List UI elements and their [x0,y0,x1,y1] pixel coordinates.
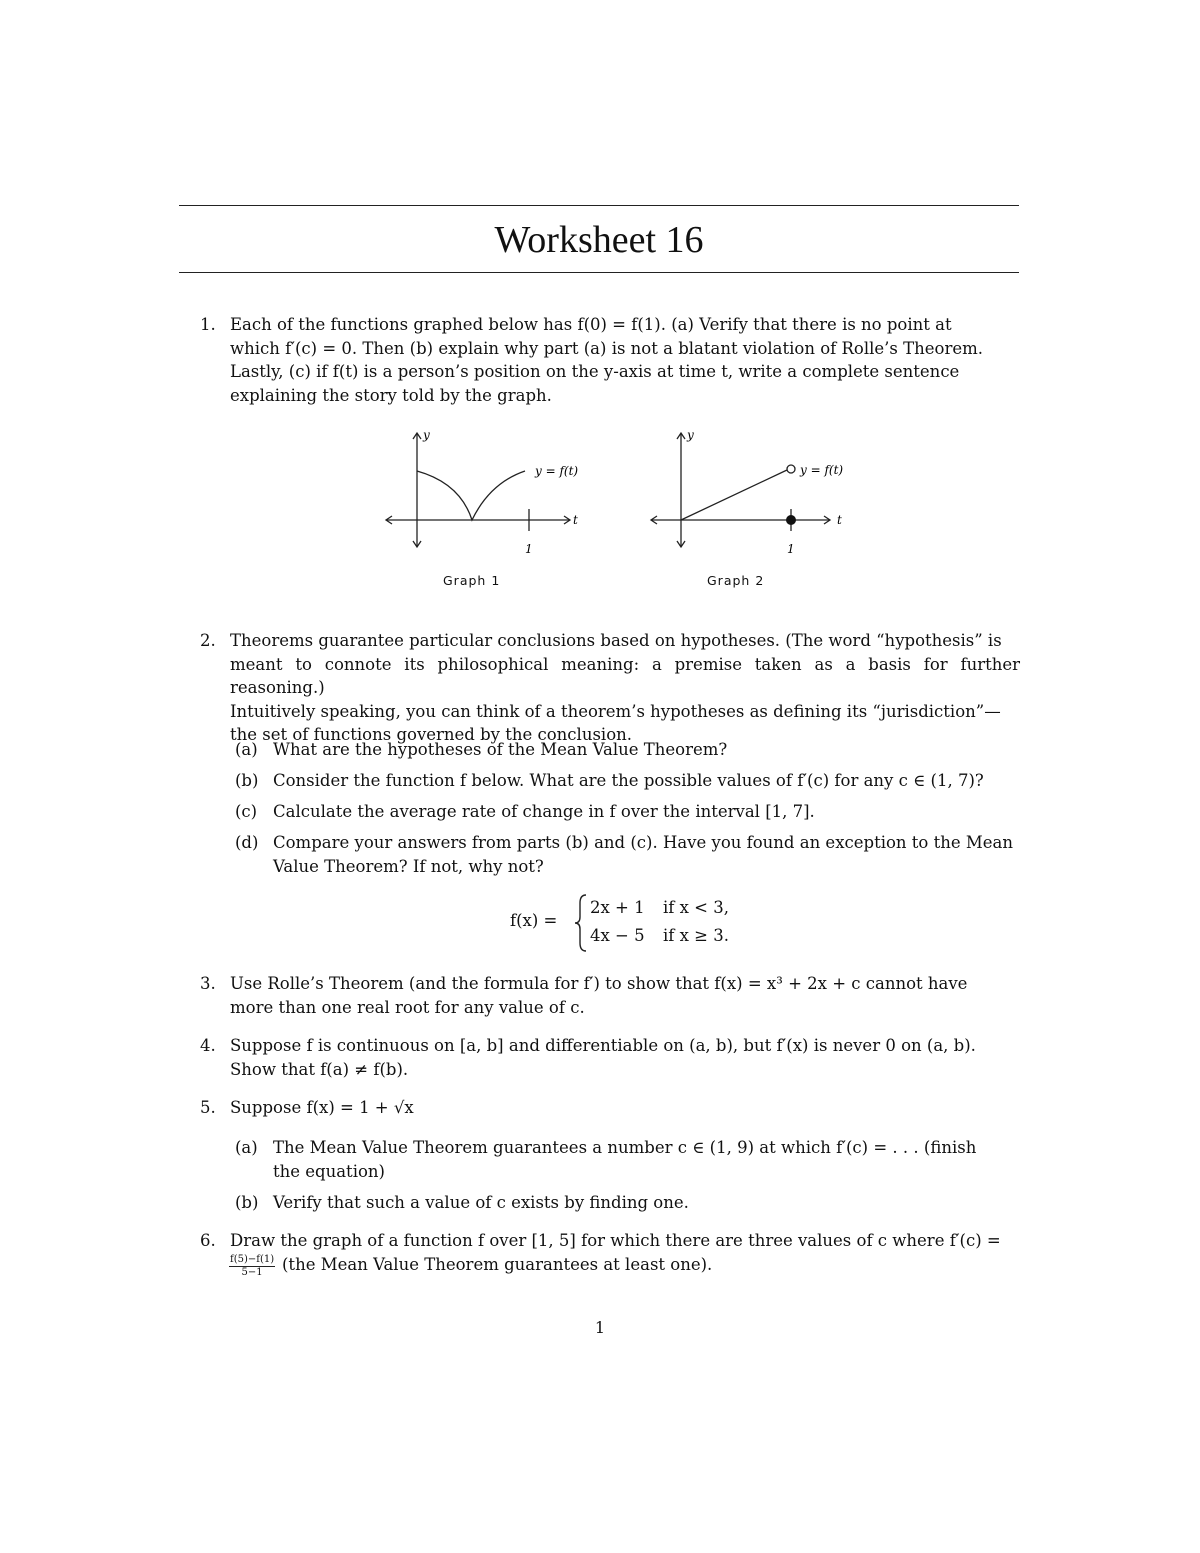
part-text: the equation) [273,1161,385,1181]
graph-1-y-label: y [423,428,430,442]
problem-3 [200,972,1020,1019]
problem-line: meant to connote its philosophical meaning: a premise taken as a basis for further reasoning.) [230,654,1020,697]
problem-line: explaining the story told by the graph. [230,385,552,405]
problem-line: Suppose f(x) = 1 + √x [230,1098,414,1117]
graph-2-curve-label: y = f(t) [800,463,844,477]
part-text: What are the hypotheses of the Mean Value Theorem? [273,740,728,759]
fraction-numerator: f(5)−f(1) [230,1254,275,1265]
graph-1 [380,425,600,565]
difference-quotient [229,1254,275,1279]
part-text: The Mean Value Theorem guarantees a number c ∈ (1, 9) at which f′(c) = . . . (finish [273,1138,977,1157]
problem-4 [200,1034,1020,1081]
piecewise-function [510,893,770,953]
case-1-expr: 2x + 1 [590,898,645,917]
graph-2-y-label: y [687,428,694,442]
graph-2-open-point [787,465,795,473]
top-rule [179,205,1019,206]
part-label: (a) [235,1138,258,1157]
part-label: (a) [235,740,258,759]
problem-line: Intuitively speaking, you can think of a theorem’s hypotheses as defining its “jurisdiction”— [230,701,1001,721]
problem-5a [235,1136,1020,1183]
problem-line: (the Mean Value Theorem guarantees at least one). [282,1254,713,1274]
graph-1-tick-label: 1 [525,542,533,556]
problem-line: Suppose f is continuous on [a, b] and differentiable on (a, b), but f′(x) is never 0 on (a, b). [230,1036,976,1055]
graph-2-closed-point [786,515,796,525]
problem-2 [200,629,1020,747]
graph-1-curve [417,471,525,520]
problem-2b [235,769,1020,793]
bottom-rule [179,272,1019,273]
problem-number: 3. [200,974,216,993]
problem-1 [200,313,1020,407]
part-label: (d) [235,833,259,852]
case-2-expr: 4x − 5 [590,926,645,945]
problem-line: Lastly, (c) if f(t) is a person’s position on the y-axis at time t, write a complete sentence [230,362,960,381]
part-label: (b) [235,771,259,790]
part-text: Verify that such a value of c exists by finding one. [273,1193,689,1212]
problem-line: more than one real root for any value of c. [230,997,585,1017]
problem-6 [200,1229,1020,1276]
graph-1-caption: Graph 1 [443,573,501,588]
graph-2-segment [681,470,787,520]
part-text: Value Theorem? If not, why not? [273,856,544,876]
graph-2-caption: Graph 2 [707,573,765,588]
graph-1-x-label: t [573,513,578,527]
problem-number: 1. [200,315,216,334]
part-text: Compare your answers from parts (b) and (c). Have you found an exception to the Mean [273,833,1013,852]
problem-line: which f′(c) = 0. Then (b) explain why part (a) is not a blatant violation of Rolle’s Theorem. [230,338,983,358]
problem-line: Each of the functions graphed below has f(0) = f(1). (a) Verify that there is no point at [230,315,952,334]
page-number: 1 [594,1318,606,1337]
piecewise-lhs: f(x) = [510,911,558,930]
graph-2-x-label: t [837,513,842,527]
case-2-cond: if x ≥ 3. [663,926,729,945]
case-1-cond: if x < 3, [663,898,729,917]
part-text: Calculate the average rate of change in f over the interval [1, 7]. [273,802,815,821]
part-label: (c) [235,802,258,821]
problem-2a [235,738,1020,762]
fraction-denominator: 5−1 [241,1267,263,1278]
problem-line: Show that f(a) ≠ f(b). [230,1059,409,1079]
problem-number: 6. [200,1231,216,1250]
brace-icon [574,893,588,953]
problem-line: Use Rolle’s Theorem (and the formula for f′) to show that f(x) = x³ + 2x + c cannot have [230,974,968,993]
graph-2-tick-label: 1 [787,542,795,556]
problem-5 [200,1096,1020,1120]
problem-line: the set of functions governed by the conclusion. [230,725,633,744]
problem-number: 4. [200,1036,216,1055]
problem-5b [235,1191,1020,1215]
part-text: Consider the function f below. What are the possible values of f′(c) for any c ∈ (1, 7)? [273,771,984,790]
graph-2 [645,425,865,565]
problem-number: 2. [200,631,216,650]
part-label: (b) [235,1193,259,1212]
problem-2c [235,800,1020,824]
problem-line: Draw the graph of a function f over [1, 5] for which there are three values of c where f′(c) = [230,1231,1001,1250]
page-title: Worksheet 16 [494,219,704,261]
graph-1-curve-label: y = f(t) [535,464,579,478]
problem-line: Theorems guarantee particular conclusions based on hypotheses. (The word “hypothesis” is [230,631,1002,650]
problem-2d [235,831,1020,878]
problem-number: 5. [200,1098,216,1117]
